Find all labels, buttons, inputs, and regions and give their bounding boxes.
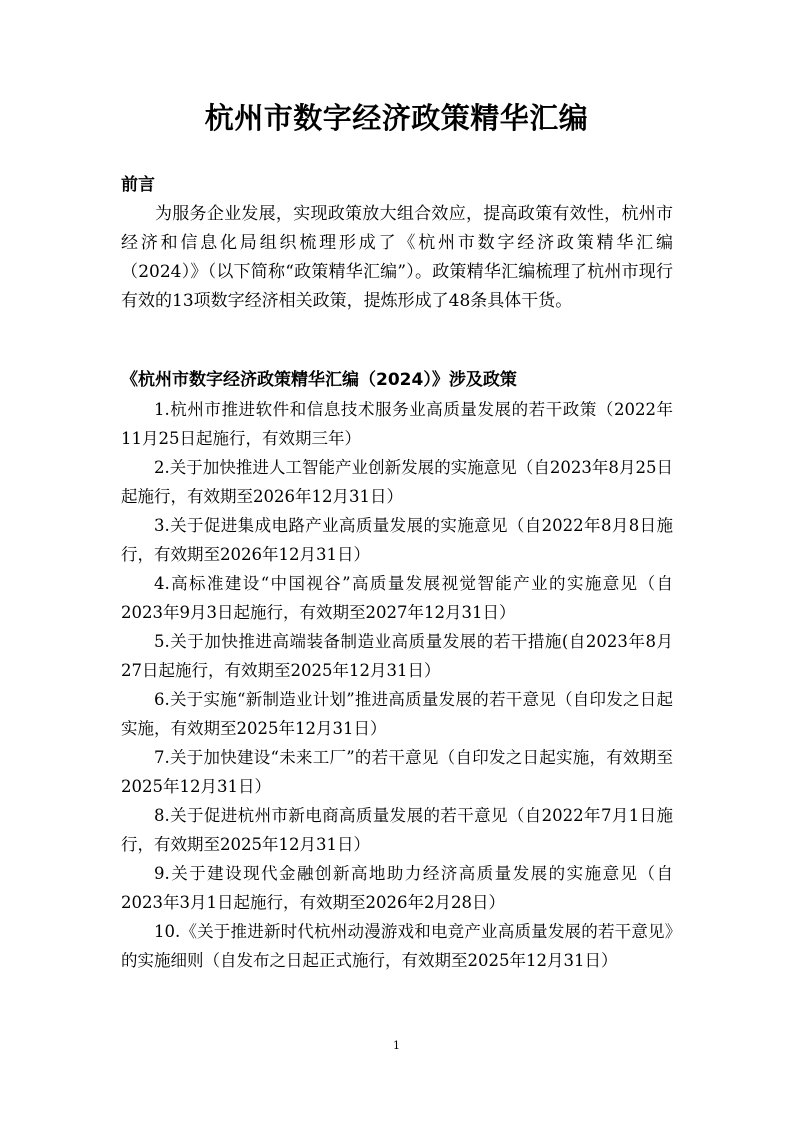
policies-section (121, 366, 673, 975)
page-title: 杭州市数字经济政策精华汇编 (204, 101, 589, 135)
policy-item-8: 8.关于促进杭州市新电商高质量发展的若干意见（自2022年7月1日施行，有效期至2025年12月31日） (121, 806, 673, 854)
policy-item-4: 4.高标准建设“中国视谷”高质量发展视觉智能产业的实施意见（自2023年9月3日起施行，有效期至2027年12月31日） (121, 574, 673, 622)
policy-item-7: 7.关于加快建设“未来工厂”的若干意见（自印发之日起实施，有效期至2025年12月31日） (121, 748, 673, 796)
policy-item-1: 1.杭州市推进软件和信息技术服务业高质量发展的若干政策（2022年11月25日起施行，有效期三年） (121, 400, 673, 448)
policy-item-2: 2.关于加快推进人工智能产业创新发展的实施意见（自2023年8月25日起施行，有效期至2026年12月31日） (121, 458, 673, 506)
policy-item-6: 6.关于实施“新制造业计划”推进高质量发展的若干意见（自印发之日起实施，有效期至2025年12月31日） (121, 690, 673, 738)
policies-heading: 《杭州市数字经济政策精华汇编（2024）》涉及政策 (121, 370, 517, 390)
page-number: 1 (393, 1039, 400, 1052)
policy-item-3: 3.关于促进集成电路产业高质量发展的实施意见（自2022年8月8日施行，有效期至2026年12月31日） (121, 516, 673, 564)
policy-item-9: 9.关于建设现代金融创新高地助力经济高质量发展的实施意见（自2023年3月1日起施行，有效期至2026年2月28日） (121, 864, 673, 912)
policy-item-10: 10.《关于推进新时代杭州动漫游戏和电竞产业高质量发展的若干意见》的实施细则（自发布之日起正式施行，有效期至2025年12月31日） (121, 922, 673, 970)
policy-list (121, 395, 673, 975)
policy-item-5: 5.关于加快推进高端装备制造业高质量发展的若干措施(自2023年8月27日起施行，有效期至2025年12月31日） (121, 632, 673, 680)
preface-paragraph: 为服务企业发展，实现政策放大组合效应，提高政策有效性，杭州市经济和信息化局组织梳理形成了《杭州市数字经济政策精华汇编（2024）》（以下简称“政策精华汇编”）。政策精华汇编梳理了杭州市现行有效的13项数字经济相关政策，提炼形成了48条具体干货。 (121, 204, 673, 311)
preface-section (121, 171, 673, 316)
preface-heading: 前言 (121, 175, 155, 195)
